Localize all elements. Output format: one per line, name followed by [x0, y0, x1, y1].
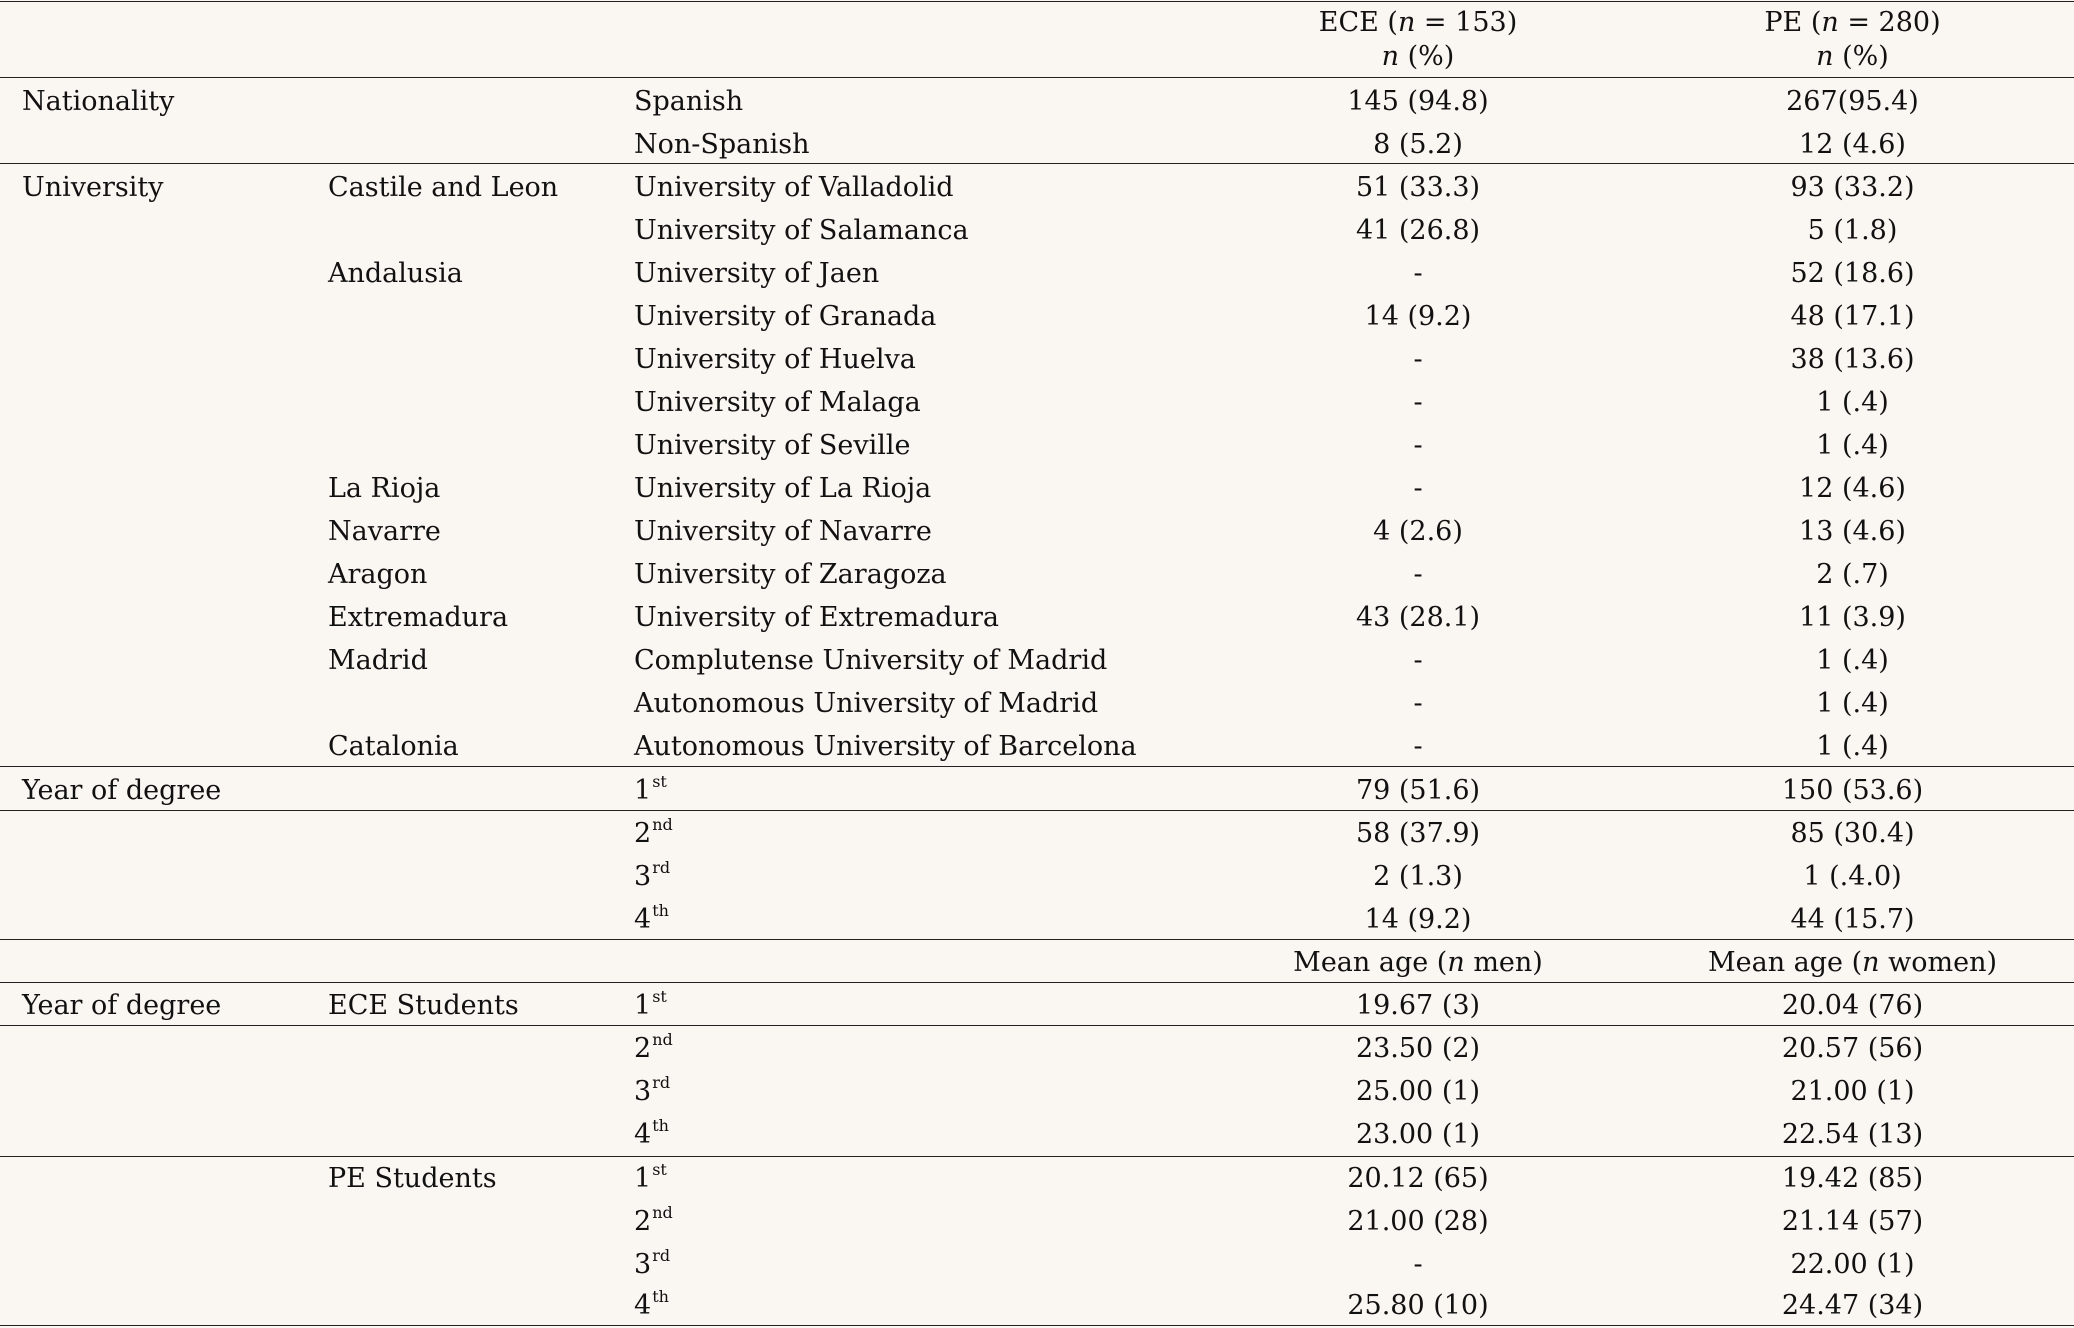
table-row — [0, 984, 2074, 1027]
table-row — [0, 510, 2074, 553]
men-value: 21.00 (28) — [1347, 1206, 1489, 1237]
rule-bottom — [0, 1325, 2074, 1326]
table-row — [0, 209, 2074, 252]
age-header-row — [0, 941, 2074, 984]
men-value: 20.12 (65) — [1347, 1163, 1489, 1194]
university-name: University of La Rioja — [634, 473, 932, 504]
women-value: 21.00 (1) — [1790, 1076, 1915, 1107]
ece-value: - — [1413, 473, 1423, 504]
table-row — [0, 596, 2074, 639]
pe-value: 12 (4.6) — [1799, 129, 1906, 160]
pe-students-label: PE Students — [328, 1163, 497, 1194]
row-label: Non-Spanish — [634, 129, 810, 160]
table-row — [0, 1157, 2074, 1200]
section-label-nationality: Nationality — [22, 86, 175, 117]
ece-students-label: ECE Students — [328, 990, 519, 1021]
pe-value: 13 (4.6) — [1799, 516, 1906, 547]
rule-header — [0, 77, 2074, 78]
pe-value: 1 (.4) — [1816, 387, 1889, 418]
ece-value: - — [1413, 688, 1423, 719]
table-row — [0, 338, 2074, 381]
table-row — [0, 1243, 2074, 1286]
pe-value: 5 (1.8) — [1807, 215, 1898, 246]
men-value: 25.00 (1) — [1355, 1076, 1481, 1107]
pe-value: 2 (.7) — [1816, 559, 1889, 590]
table-row — [0, 424, 2074, 467]
university-name: University of Huelva — [634, 344, 916, 375]
row-label: Spanish — [634, 86, 744, 117]
university-name: University of Granada — [634, 301, 937, 332]
rule-university — [0, 766, 2074, 767]
region-label: Andalusia — [328, 258, 463, 289]
rule-year-end — [0, 939, 2074, 940]
table-row — [0, 252, 2074, 295]
pe-column-header: PE (n = 280) n (%) — [1764, 7, 1941, 72]
pe-value: 11 (3.9) — [1799, 602, 1906, 633]
table-row — [0, 123, 2074, 166]
region-label: Madrid — [328, 645, 428, 676]
table-row — [0, 898, 2074, 941]
university-name: University of Salamanca — [634, 215, 969, 246]
pe-value: 44 (15.7) — [1790, 904, 1915, 935]
ece-value: 51 (33.3) — [1355, 172, 1481, 203]
men-value: - — [1413, 1249, 1423, 1280]
ece-value: 8 (5.2) — [1373, 129, 1463, 160]
men-value: 23.50 (2) — [1355, 1033, 1481, 1064]
year-label: 2nd — [634, 1203, 673, 1237]
ece-value: 4 (2.6) — [1373, 516, 1463, 547]
university-name: Autonomous University of Madrid — [634, 688, 1099, 719]
pe-value: 1 (.4) — [1816, 430, 1889, 461]
men-value: 19.67 (3) — [1355, 990, 1481, 1021]
year-label: 1st — [634, 987, 667, 1021]
region-label: Navarre — [328, 516, 441, 547]
region-label: Castile and Leon — [328, 172, 559, 203]
university-name: University of Malaga — [634, 387, 921, 418]
table-row — [0, 812, 2074, 855]
table-row — [0, 295, 2074, 338]
women-value: 24.47 (34) — [1781, 1290, 1924, 1321]
pe-value: 1 (.4) — [1816, 688, 1889, 719]
ece-value: - — [1413, 559, 1423, 590]
university-name: University of Extremadura — [634, 602, 999, 633]
university-name: Complutense University of Madrid — [634, 645, 1108, 676]
university-name: Autonomous University of Barcelona — [634, 731, 1137, 762]
mean-age-women-header: Mean age (n women) — [1707, 947, 1997, 978]
women-value: 22.00 (1) — [1790, 1249, 1915, 1280]
university-name: University of Zaragoza — [634, 559, 947, 590]
year-label: 1st — [634, 1160, 667, 1194]
ece-value: 2 (1.3) — [1373, 861, 1463, 892]
region-label: Extremadura — [328, 602, 509, 633]
table-row — [0, 1200, 2074, 1243]
pe-value: 1 (.4) — [1816, 731, 1889, 762]
region-label: Catalonia — [328, 731, 459, 762]
university-name: University of Jaen — [634, 258, 880, 289]
section-label-year-age: Year of degree — [22, 990, 222, 1021]
women-value: 20.57 (56) — [1781, 1033, 1924, 1064]
women-value: 20.04 (76) — [1781, 990, 1924, 1021]
ece-value: - — [1413, 344, 1423, 375]
pe-value: 1 (.4) — [1816, 645, 1889, 676]
year-label: 2nd — [634, 815, 673, 849]
table-row — [0, 381, 2074, 424]
ece-value: - — [1413, 645, 1423, 676]
table-row — [0, 769, 2074, 812]
year-label: 3rd — [634, 1073, 671, 1107]
ece-value: 43 (28.1) — [1355, 602, 1481, 633]
ece-value: - — [1413, 387, 1423, 418]
ece-value: - — [1413, 731, 1423, 762]
table-row — [0, 682, 2074, 725]
pe-value: 38 (13.6) — [1790, 344, 1915, 375]
table-row — [0, 467, 2074, 510]
mean-age-men-header: Mean age (n men) — [1293, 947, 1543, 978]
ece-value: 41 (26.8) — [1355, 215, 1481, 246]
men-value: 23.00 (1) — [1355, 1119, 1481, 1150]
pe-value: 52 (18.6) — [1790, 258, 1915, 289]
year-label: 3rd — [634, 1246, 671, 1280]
table-row — [0, 639, 2074, 682]
section-label-year: Year of degree — [22, 775, 222, 806]
university-name: University of Navarre — [634, 516, 932, 547]
pe-value: 267(95.4) — [1786, 86, 1919, 117]
table-row — [0, 80, 2074, 123]
table-row — [0, 1284, 2074, 1327]
women-value: 21.14 (57) — [1781, 1206, 1924, 1237]
table-row — [0, 725, 2074, 768]
ece-value: 58 (37.9) — [1355, 818, 1481, 849]
ece-value: - — [1413, 430, 1423, 461]
pe-value: 48 (17.1) — [1790, 301, 1915, 332]
ece-value: 145 (94.8) — [1347, 86, 1489, 117]
ece-value: 14 (9.2) — [1364, 301, 1472, 332]
pe-value: 93 (33.2) — [1790, 172, 1915, 203]
region-label: La Rioja — [328, 473, 441, 504]
year-label: 2nd — [634, 1030, 673, 1064]
women-value: 19.42 (85) — [1781, 1163, 1924, 1194]
ece-value: - — [1413, 258, 1423, 289]
section-label-university: University — [22, 172, 164, 203]
year-label: 3rd — [634, 858, 671, 892]
pe-value: 1 (.4.0) — [1803, 861, 1902, 892]
region-label: Aragon — [328, 559, 428, 590]
rule-nationality — [0, 163, 2074, 164]
men-value: 25.80 (10) — [1347, 1290, 1489, 1321]
year-label: 4th — [634, 1116, 669, 1150]
year-label: 4th — [634, 1287, 669, 1321]
rule-year-1 — [0, 810, 2074, 811]
year-label: 1st — [634, 772, 667, 806]
women-value: 22.54 (13) — [1781, 1119, 1924, 1150]
year-label: 4th — [634, 901, 669, 935]
table-row — [0, 1027, 2074, 1070]
ece-value: 14 (9.2) — [1364, 904, 1472, 935]
table-row — [0, 166, 2074, 209]
pe-value: 12 (4.6) — [1799, 473, 1906, 504]
table-row — [0, 1113, 2074, 1156]
ece-value: 79 (51.6) — [1355, 775, 1481, 806]
table-row — [0, 553, 2074, 596]
table-row — [0, 855, 2074, 898]
rule-ece-1 — [0, 1025, 2074, 1026]
university-name: University of Seville — [634, 430, 911, 461]
table-row — [0, 1070, 2074, 1113]
rule-age-header — [0, 982, 2074, 983]
rule-top — [0, 1, 2074, 2]
ece-column-header: ECE (n = 153) n (%) — [1318, 7, 1518, 72]
pe-value: 85 (30.4) — [1790, 818, 1915, 849]
pe-value: 150 (53.6) — [1781, 775, 1924, 806]
university-name: University of Valladolid — [634, 172, 954, 203]
